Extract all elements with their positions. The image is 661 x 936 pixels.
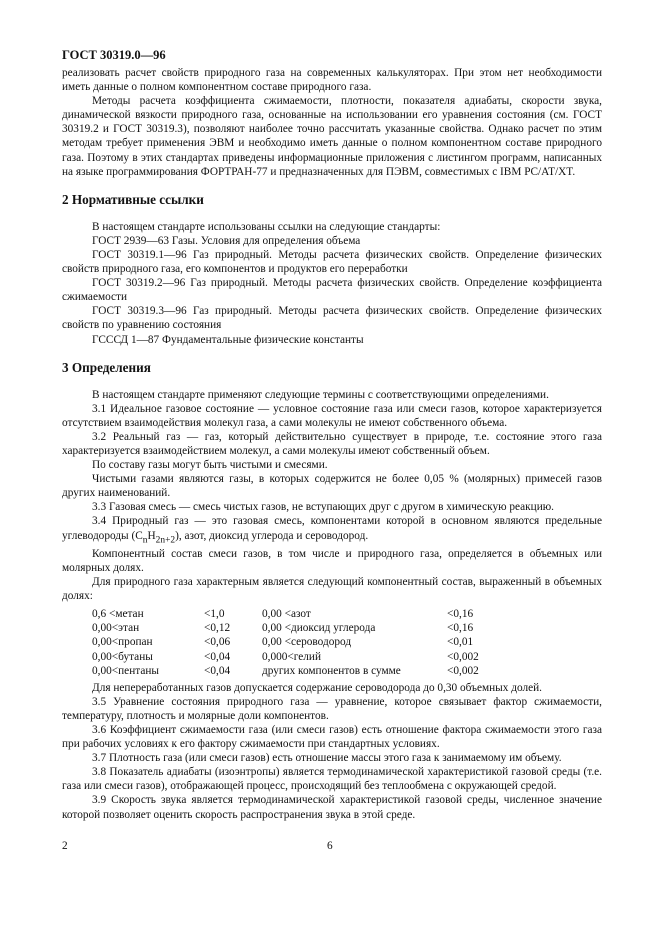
table-cell: 0,00 <диоксид углерода — [262, 622, 376, 635]
formula-subscript: 2n+2 — [155, 534, 176, 545]
page-number-left: 2 — [62, 840, 68, 852]
section-3-paragraph: Чистыми газами являются газы, в которых содержится не более 0,05 % (молярных) примесей газов других наименований. — [62, 473, 602, 500]
section-2-paragraph: ГОСТ 30319.1—96 Газ природный. Методы расчета физических свойств. Определение физических свойств природного газа, его компонентов и продуктов его переработки — [62, 248, 602, 276]
table-cell: <0,002 — [447, 650, 479, 663]
table-cell: 0,00<пентаны — [92, 664, 159, 677]
section-2-paragraph: В настоящем стандарте использованы ссылки на следующие стандарты: — [92, 220, 441, 233]
table-row — [92, 621, 527, 635]
table-row — [92, 635, 527, 649]
section-3-paragraph: По составу газы могут быть чистыми и смесями. — [92, 459, 328, 472]
table-cell: 0,000<гелий — [262, 650, 322, 663]
document-body — [62, 66, 602, 822]
section-2-title: 2 Нормативные ссылки — [62, 191, 204, 207]
section-2-paragraph: ГОСТ 2939—63 Газы. Условия для определения объема — [92, 234, 361, 247]
section-2-paragraph: ГСССД 1—87 Фундаментальные физические константы — [92, 333, 364, 346]
section-3-paragraph: Для непереработанных газов допускается содержание сероводорода до 0,30 объемных долей. — [92, 681, 543, 694]
section-2-paragraph: ГОСТ 30319.3—96 Газ природный. Методы расчета физических свойств. Определение физических свойств по уравнению состояния — [62, 305, 602, 332]
table-cell: <0,12 — [204, 622, 231, 635]
table-row — [92, 607, 527, 621]
section-3-title: 3 Определения — [62, 359, 151, 375]
table-cell: <0,06 — [204, 636, 231, 649]
section-3-paragraph: В настоящем стандарте применяют следующие термины с соответствующими определениями. — [92, 388, 549, 401]
composition-table — [92, 607, 527, 677]
table-cell: <0,16 — [447, 608, 474, 621]
table-row — [92, 650, 527, 664]
definition-3-5: 3.5 Уравнение состояния природного газа — уравнение, которое связывает фактор сжимаемости, температуру, плотность и молярные доли компонентов. — [62, 695, 602, 722]
table-cell: 0,6 <метан — [92, 608, 144, 621]
definition-3-1: 3.1 Идеальное газовое состояние — условное состояние газа или смеси газов, которое характеризуется отсутствием взаимодействия молекул газа, а сами молекулы не имеют собственного объема. — [62, 402, 602, 429]
section-2-paragraph: ГОСТ 30319.2—96 Газ природный. Методы расчета физических свойств. Определение коэффициента сжимаемости — [62, 277, 602, 304]
definition-3-4-text: 3.4 Природный газ — это газовая смесь, компонентами которой в основном являются предельные углеводороды (C — [62, 515, 602, 542]
table-cell: 0,00<бутаны — [92, 650, 153, 663]
definition-3-6: 3.6 Коэффициент сжимаемости газа (или смеси газов) есть отношение фактора сжимаемости этого газа при рабочих условиях к его фактору сжимаемости при стандартных условиях. — [62, 724, 602, 751]
section-3-paragraph: Компонентный состав смеси газов, в том числе и природного газа, определяется в объемных или молярных долях. — [62, 547, 602, 574]
definition-3-8: 3.8 Показатель адиабаты (изоэнтропы) является термодинамической характеристикой газовой среды (т.е. газа или смеси газов), отображающей процесс, происходящий без теплообмена с окружающей средой. — [62, 766, 602, 793]
table-row — [92, 664, 527, 678]
page-number-center: 6 — [327, 840, 333, 852]
table-cell: <0,16 — [447, 622, 474, 635]
formula-subscript: n — [142, 534, 148, 545]
table-cell: 0,00<пропан — [92, 636, 153, 649]
intro-paragraph: Методы расчета коэффициента сжимаемости, плотности, показателя адиабаты, скорости звука, динамической вязкости природного газа, основанные на использовании его уравнения состояния (см. ГОСТ 30319.2 и ГОСТ 30319.3), позволяют наиболее точно рассчитать указанные свойства. Однако расчет по этим методам требует применения ЭВМ и необходимо иметь данные о полном компонентном составе природного газа. Поэтому в этих стандартах приведены информационные приложения с листингом программ, написанных на языке программирования ФОРТРАН-77 и предназначенных для ПЭВМ, совместимых с IBM PC/AT/XT. — [62, 95, 602, 178]
definition-3-7: 3.7 Плотность газа (или смеси газов) есть отношение массы этого газа к занимаемому им объему. — [92, 752, 562, 765]
definition-3-3: 3.3 Газовая смесь — смесь чистых газов, не вступающих друг с другом в химическую реакцию. — [92, 501, 555, 514]
intro-paragraph: реализовать расчет свойств природного газа на современных калькуляторах. При этом нет необходимости иметь данные о полном компонентном составе природного газа. — [62, 67, 602, 94]
definition-3-9: 3.9 Скорость звука является термодинамической характеристикой газовой среды, численное значение которой позволяет оценить скорость распространения звука в этой среде. — [62, 794, 602, 821]
table-cell: 0,00 <азот — [262, 608, 311, 621]
table-cell: <0,04 — [204, 650, 231, 663]
definition-3-4-text: ), азот, диоксид углерода и сероводород. — [175, 529, 369, 542]
table-cell: <1,0 — [204, 608, 225, 621]
table-cell: <0,002 — [447, 664, 479, 677]
table-cell: других компонентов в сумме — [262, 664, 401, 677]
document-header: ГОСТ 30319.0—96 — [62, 48, 166, 62]
formula-text: H — [147, 529, 156, 542]
table-cell: 0,00<этан — [92, 622, 140, 635]
section-3-paragraph: Для природного газа характерным является следующий компонентный состав, выраженный в объемных долях: — [62, 576, 602, 603]
definition-3-2: 3.2 Реальный газ — газ, который действительно существует в природе, т.е. состояние этого газа характеризуется взаимодействием молекул, а сами молекулы имеют собственный объем. — [62, 430, 602, 457]
table-cell: <0,01 — [447, 636, 474, 649]
table-cell: <0,04 — [204, 664, 231, 677]
table-cell: 0,00 <сероводород — [262, 636, 352, 649]
definition-3-4 — [62, 514, 602, 546]
